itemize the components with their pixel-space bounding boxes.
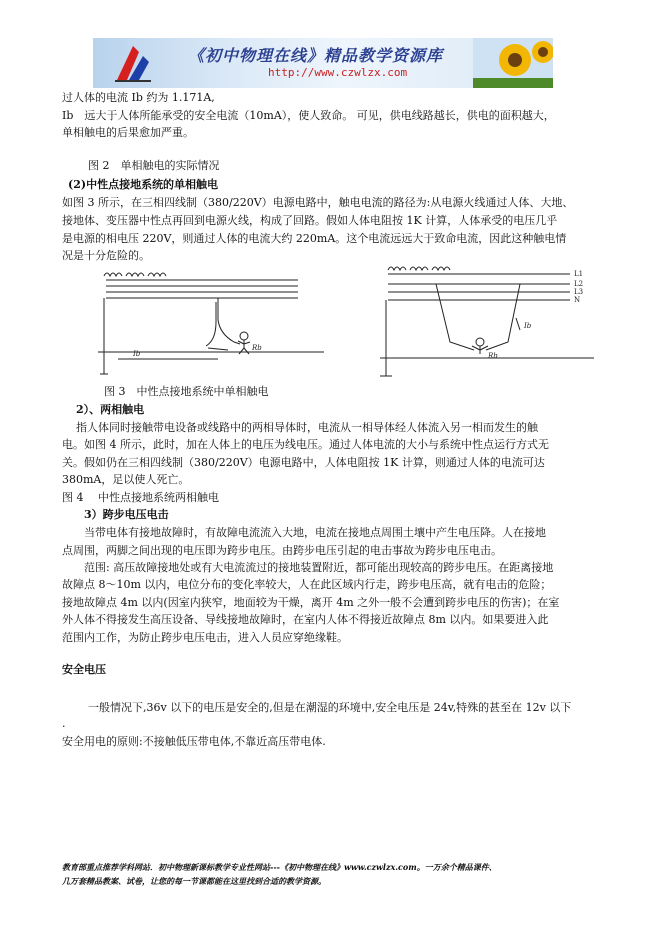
paragraph-line: 外人体不得接发生高压设备、导线接地故障时，在室内人体不得接近故障点 8m 以内。如果要进入此 bbox=[62, 613, 549, 626]
paragraph-line: 是电源的相电压 220V，则通过人体的电流大约 220mA。这个电流远远大于致命电流，因此这种触电情 bbox=[62, 232, 567, 245]
paragraph-line: 故障点 8～10m 以内，电位分布的变化率较大，人在此区域内行走，跨步电压高，就有电击的危险； bbox=[62, 578, 552, 591]
paragraph-line: Ib 远大于人体所能承受的安全电流（10mA），使人致命。 可见，供电线路越长，供电的面积越大， bbox=[62, 109, 555, 122]
section-heading: 3）跨步电压电击 bbox=[84, 508, 169, 521]
figure-label: Rb bbox=[252, 344, 262, 352]
site-logo-icon bbox=[113, 42, 153, 84]
figure-label: Rb bbox=[488, 352, 498, 360]
section-heading: 2）、两相触电 bbox=[76, 403, 145, 416]
figure-4-diagram bbox=[378, 262, 600, 394]
paragraph-line: 况是十分危险的。 bbox=[62, 249, 150, 262]
paragraph-line: 如图 3 所示，在三相四线制（380/220V）电源电路中，触电电流的路径为:从电源火线通过人体、大地、 bbox=[62, 196, 574, 209]
figure-caption: 图 4 中性点接地系统两相触电 bbox=[62, 491, 219, 504]
figure-label: N bbox=[574, 296, 581, 304]
paragraph-line: 范围: 高压故障接地处或有大电流流过的接地装置附近，都可能出现较高的跨步电压。在距离接地 bbox=[84, 561, 554, 574]
figure-caption: 图 3 中性点接地系统中单相触电 bbox=[104, 385, 269, 398]
banner-url[interactable]: http://www.czwlzx.com bbox=[268, 66, 408, 79]
footer-line: 几万套精品教案、试卷，让您的每一节课都能在这里找到合适的教学资源。 bbox=[62, 876, 326, 886]
paragraph-line: 380mA，足以使人死亡。 bbox=[62, 473, 190, 486]
header-banner bbox=[93, 38, 553, 88]
paragraph-line: 过人体的电流 Ib 约为 1.171A, bbox=[62, 91, 215, 104]
section-heading: (2)中性点接地系统的单相触电 bbox=[68, 178, 219, 191]
paragraph-line: 当带电体有接地故障时，有故障电流流入大地，电流在接地点周围土壤中产生电压降。人在接地 bbox=[84, 526, 546, 539]
sunflower-icon bbox=[473, 38, 553, 88]
paragraph-line: . bbox=[62, 717, 66, 730]
figure-label: L1 bbox=[574, 270, 584, 278]
paragraph-line: 安全用电的原则:不接触低压带电体,不靠近高压带电体. bbox=[62, 735, 326, 748]
figure-label: Ib bbox=[524, 322, 532, 330]
figure-label: Ib bbox=[133, 350, 141, 358]
figure-label: L3 bbox=[574, 288, 584, 296]
paragraph-line: 范围内工作，为防止跨步电压电击，进入人员应穿绝缘鞋。 bbox=[62, 631, 348, 644]
paragraph-line: 关。假如仍在三相四线制（380/220V）电源电路中，人体电阻按 1K 计算，则通过人体的电流可达 bbox=[62, 456, 545, 469]
paragraph-line: 指人体同时接触带电设备或线路中的两相导体时，电流从一相导体经人体流入另一相而发生的触 bbox=[76, 421, 538, 434]
paragraph-line: 电。如图 4 所示，此时，加在人体上的电压为线电压。通过人体电流的大小与系统中性点运行方式无 bbox=[62, 438, 549, 451]
footer-line: 教育部重点推荐学科网站．初中物理新课标教学专业性网站---《初中物理在线》www.czwlzx.com。一万余个精品课件、 bbox=[62, 862, 497, 872]
section-heading: 安全电压 bbox=[62, 663, 106, 676]
paragraph-line: 接地体、变压器中性点再回到电源火线，构成了回路。假如人体电阻按 1K 计算，人体承受的电压几乎 bbox=[62, 214, 558, 227]
paragraph-line: 单相触电的后果愈加严重。 bbox=[62, 126, 194, 139]
figure-caption: 图 2 单相触电的实际情况 bbox=[88, 159, 220, 172]
paragraph-line: 点周围，两脚之间出现的电压即为跨步电压。由跨步电压引起的电击事故为跨步电压电击。 bbox=[62, 544, 502, 557]
page-footer bbox=[62, 860, 602, 888]
figure-3-diagram bbox=[98, 262, 328, 384]
figure-label: L2 bbox=[574, 280, 584, 288]
paragraph-line: 接地故障点 4m 以内(因室内狭窄，地面较为干燥，离开 4m 之外一般不会遭到跨步电压的伤害)；在室 bbox=[62, 596, 560, 609]
paragraph-line: 一般情况下,36v 以下的电压是安全的,但是在潮湿的环境中,安全电压是 24v,特殊的甚至在 12v 以下 bbox=[88, 701, 572, 714]
banner-title: 《初中物理在线》精品教学资源库 bbox=[188, 46, 444, 65]
